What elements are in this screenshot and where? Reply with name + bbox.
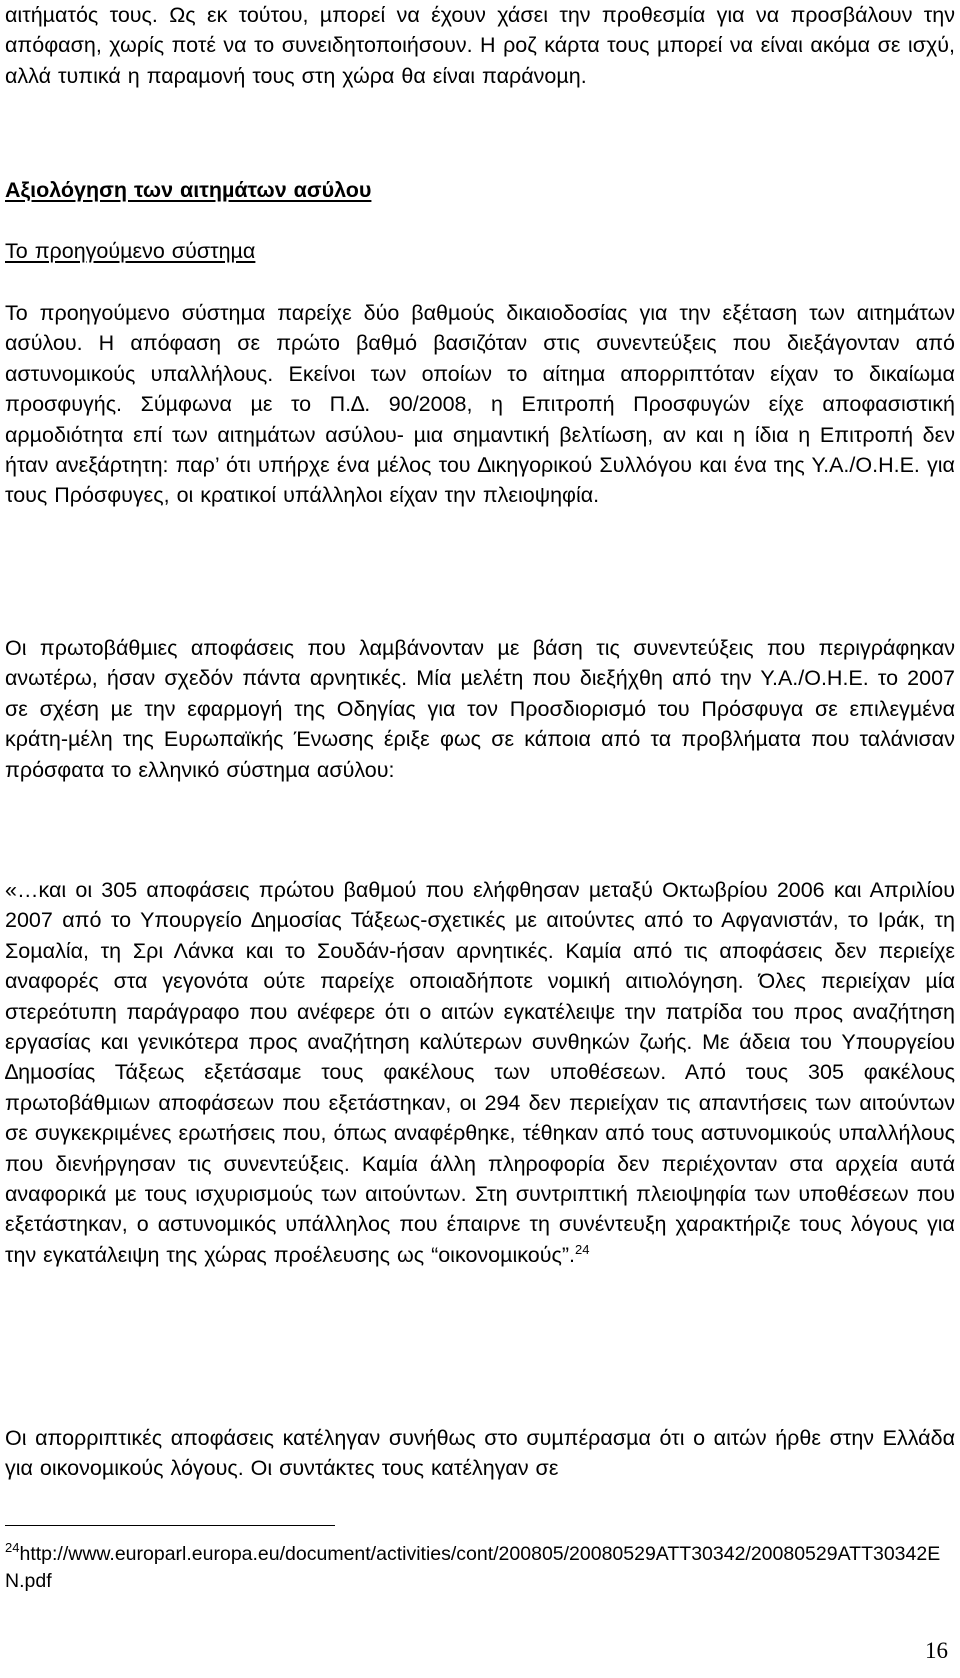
paragraph-rejection-decisions: Οι απορριπτικές αποφάσεις κατέληγαν συνήθως στο συµπέρασµα ότι ο αιτών ήρθε στην Ελλάδα για οικονοµικούς λόγους. Οι συντάκτες τους κατέληγαν σε (5, 1426, 955, 1481)
footnote-reference: 24 (574, 1241, 590, 1257)
footnote-number: 24 (5, 1540, 20, 1555)
subheading (5, 236, 955, 266)
footnote-link[interactable]: http://www.europarl.europa.eu/document/activities/cont/200805/20080529ATT30342/20080529ATT30342EN.pdf (5, 1543, 941, 1592)
footnote (5, 1541, 955, 1595)
quote-block (5, 875, 955, 1270)
footnote-separator (5, 1525, 335, 1526)
page-number: 16 (925, 1638, 948, 1663)
paragraph-first-instance-decisions: Οι πρωτοβάθµιες αποφάσεις που λαµβάνονταν µε βάση τις συνεντεύξεις που περιγράφηκαν ανωτέρω, ήσαν σχεδόν πάντα αρνητικές. Μία µελέτη που διεξήχθη από την Υ.Α./Ο.Η.Ε. το 2007 σε σχέση µε την εφαρµογή της Οδηγίας για τον Προσδιορισµό του Πρόσφυγα σε επιλεγµένα κράτη-µέλη της Ευρωπαϊκής Ένωσης έριξε φως σε κάποια από τα προβλήµατα που ταλάνισαν πρόσφατα το ελληνικό σύστηµα ασύλου: (5, 636, 955, 782)
paragraph-previous-system: Το προηγούµενο σύστηµα παρείχε δύο βαθµούς δικαιοδοσίας για την εξέταση των αιτηµάτων ασύλου. Η απόφαση σε πρώτο βαθµό βασιζόταν στις συνεντεύξεις που διεξάγονταν από αστυνοµικούς υπαλλήλους. Εκείνοι των οποίων το αίτηµα απορριπτόταν είχαν το δικαίωµα προσφυγής. Σύµφωνα µε το Π.∆. 90/2008, η Επιτροπή Προσφυγών είχε αποφασιστική αρµοδιότητα επί των αιτηµάτων ασύλου- µια σηµαντική βελτίωση, αν και η ίδια η Επιτροπή δεν ήταν ανεξάρτητη: παρ’ ότι υπήρχε ένα µέλος του ∆ικηγορικού Συλλόγου και ένα της Υ.Α./Ο.Η.Ε. για τους Πρόσφυγες, οι κρατικοί υπάλληλοι είχαν την πλειοψηφία. (5, 301, 955, 508)
section-heading (5, 175, 955, 205)
subheading-text: Το προηγούµενο σύστηµα (5, 239, 256, 263)
paragraph-continued: αιτήµατός τους. Ως εκ τούτου, µπορεί να έχουν χάσει την προθεσµία για να προσβάλουν την απόφαση, χωρίς ποτέ να το συνειδητοποιήσουν. Η ροζ κάρτα τους µπορεί να είναι ακόµα σε ισχύ, αλλά τυπικά η παραµονή τους στη χώρα θα είναι παράνοµη. (5, 3, 955, 88)
section-heading-text: Αξιολόγηση των αιτηµάτων ασύλου (5, 178, 372, 202)
quote-text: «…και οι 305 αποφάσεις πρώτου βαθµού που ελήφθησαν µεταξύ Οκτωβρίου 2006 και Απριλίου 2007 από το Υπουργείο ∆ηµοσίας Τάξεως-σχετικές µε αιτούντες από το Αφγανιστάν, το Ιράκ, τη Σοµαλία, τη Σρι Λάνκα και το Σουδάν-ήσαν αρνητικές. Καµία από τις αποφάσεις δεν περιείχε αναφορές στα γεγονότα ούτε παρείχε οποιαδήποτε νοµική αιτιολόγηση. Όλες περιείχαν µία στερεότυπη παράγραφο που ανέφερε ότι ο αιτών εγκατέλειψε την πατρίδα του προς αναζήτηση εργασίας και γενικότερα προς αναζήτηση καλύτερων συνθηκών ζωής. Με άδεια του Υπουργείου ∆ηµοσίας Τάξεως εξετάσαµε τους φακέλους των υποθέσεων. Από τους 305 φακέλους πρωτοβάθµιων αποφάσεων που εξετάστηκαν, οι 294 δεν περιείχαν τις απαντήσεις των αιτούντων σε συγκεκριµένες ερωτήσεις που, όπως αναφέρθηκε, τέθηκαν από τους αστυνοµικούς υπαλλήλους που διενήργησαν τις συνεντεύξεις. Καµία άλλη πληροφορία δεν περιέχονταν στα αρχεία αυτά αναφορικά µε τους ισχυρισµούς των αιτούντων. Στη συντριπτική πλειοψηφία των υποθέσεων που εξετάστηκαν, ο αστυνοµικός υπάλληλος που έπαιρνε τη συνέντευξη χαρακτήριζε τους λόγους για την εγκατάλειψη της χώρας προέλευσης ως “οικονοµικούς”. (5, 878, 955, 1267)
